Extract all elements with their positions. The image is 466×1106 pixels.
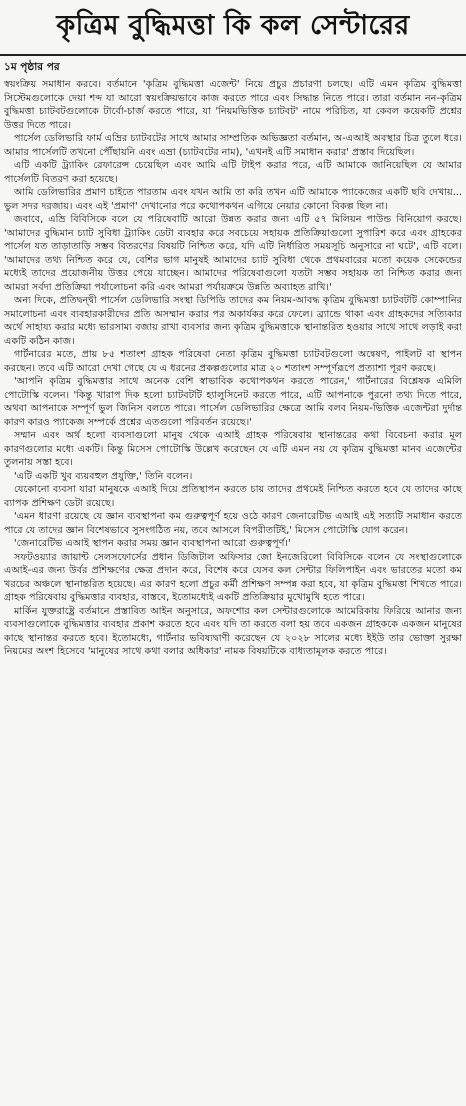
- article-paragraph: 'জেনারেটিভ এআই স্থাপন করার সময় জ্ঞান ব্যবস্থাপনা আরো গুরুত্বপূর্ণ।': [14, 538, 291, 549]
- headline: কৃত্রিম বুদ্ধিমত্তা কি কল সেন্টারের: [0, 0, 466, 56]
- article-paragraph: আমি ডেলিভারির প্রমাণ চাইতে পারতাম এবং যখন আমি তা করি তখন এটি আমাকে প্যাকেজের একটি ছবি দেখায়... ভুল সদর দরজায়। এবং এই 'প্রমাণ' দেখানোর পরে কথোপকথন এগিয়ে নেয়ার কোনো বিকল্প ছিল না।: [4, 187, 462, 212]
- continued-from-label: ১ম পৃষ্ঠার পর: [4, 61, 60, 73]
- article-paragraph: এটি একটি ট্র্যাকিং রেফারেন্স চেয়েছিল এবং আমি এটি টাইপ করার পরে, এটি আমাকে জানিয়েছিল যে আমার পার্সেলটি বিতরণ করা হয়েছে।: [4, 160, 462, 185]
- article-paragraph: 'এমন ধারণা রয়েছে যে জ্ঞান ব্যবস্থাপনা কম গুরুত্বপূর্ণ হয়ে ওঠে কারণ জেনারেটিভ এআই এই সত্যটি সমাধান করতে পারে যে তাদের জ্ঞান বিশেষভাবে সুসংগঠিত নয়, তবে আসলে বিপরীতটিই,' মিসেস পোটোস্কি যোগ করেন।: [4, 511, 462, 536]
- article-paragraph: মার্কিন যুক্তরাষ্ট্রে বর্তমানে প্রস্তাবিত আইন অনুসারে, অফশোর কল সেন্টারগুলোকে আমেরিকায় ফিরিয়ে আনার জন্য ব্যবসাগুলোকে বুদ্ধিমত্তার ব্যবহার প্রকাশ করতে হবে এবং যদি তা করতে বলা হয় তবে একজন গ্রাহককে একজন মানুষের কাছে স্থানান্তর করতে হবে। ইতোমধ্যে, গার্টনার ভবিষ্যদ্বাণী করেছেন যে ২০২৮ সালের মধ্যে ইইউ তার ভোক্তা সুরক্ষা নিয়মের অংশ হিসেবে 'মানুষের সাথে কথা বলার অধিকার' নামক বিষয়টিকে বাধ্যতামূলক করতে পারে।: [4, 605, 462, 657]
- article-paragraph: 'এটি একটি খুব ব্যয়বহুল প্রযুক্তি,' তিনি বলেন।: [14, 470, 193, 482]
- article-paragraph: স্বয়ংক্রিয় সমাধান করবে। বর্তমানে 'কৃত্রিম বুদ্ধিমত্তা এজেন্ট' নিয়ে প্রচুর প্রচারণা চলছে। এটি এমন কৃত্রিম বুদ্ধিমত্তা সিস্টেমগুলোকে দেয়া শব্দ যা আরো স্বয়ংক্রিয়ভাবে কাজ করতে পারে এবং সিদ্ধান্ত নিতে পারে। তারা বর্তমান নন-কৃত্রিম বুদ্ধিমত্তা চ্যাটবটগুলোকে টার্বো-চার্জ করতে পারে, যা 'নিয়মভিত্তিক চ্যাটবট' নামে পরিচিত, যা কেবল কয়েকটি প্রশ্নের উত্তর দিতে পারে।: [4, 79, 462, 131]
- article-paragraph: 'আপনি কৃত্রিম বুদ্ধিমত্তার সাথে অনেক বেশি স্বাভাবিক কথোপকথন করতে পারেন,' গার্টনারের বিশ্লেষক এমিলি পোটোস্কি বলেন। 'কিন্তু খারাপ দিক হলো চ্যাটবটটি হ্যালুসিনেট করতে পারে, এটি আপনাকে পুরনো তথ্য দিতে পারে, অথবা আপনাকে সম্পূর্ণ ভুল জিনিস বলতে পারে। পার্সেল ডেলিভারির ক্ষেত্রে আমি বলব নিয়ম-ভিত্তিক এজেন্টরা দুর্দান্ত কারণ কারও প্যাকেজ সম্পর্কে প্রশ্নের এতগুলো পরিবর্তন রয়েছে।': [4, 376, 462, 428]
- article-paragraph: পার্সেল ডেলিভারি ফার্ম এভ্রির চ্যাটবটের সাথে আমার সাম্প্রতিক অভিজ্ঞতা বর্তমান, অ-এআই অবস্থার চিত্র তুলে ধরে। আমার পার্সেলটি তখনো পৌঁছায়নি এবং এভ্রা (চ্যাটবটের নাম), 'এখনই এটি সমাধান করার' প্রস্তাব দিয়েছিল।: [4, 133, 462, 158]
- article-paragraph: যেকোনো ব্যবসা যারা মানুষকে এআই দিয়ে প্রতিস্থাপন করতে চায় তাদের প্রথমেই নিশ্চিত করতে হবে যে তাদের কাছে ব্যাপক প্রশিক্ষণ ডেটা রয়েছে।: [4, 484, 462, 509]
- article-paragraph: সফটওয়্যার জায়ান্ট সেলসফোর্সের প্রধান ডিজিটাল অফিসার জো ইনজেরিলো বিবিসিকে বলেন যে সংস্থাগুলোকে এআই-এর জন্য উর্বর প্রশিক্ষণের ক্ষেত্র প্রদান করে, বিশেষ করে যেসব কল সেন্টার ফিলিপাইন এবং ভারতের মতো কম খরচের অঞ্চলে স্থানান্তরিত হয়েছে। এর কারণ হলো প্রচুর কর্মী প্রশিক্ষণ সম্পন্ন করা হবে, যা কৃত্রিম বুদ্ধিমত্তা শিখতে পারে। গ্রাহক পরিষেবায় বুদ্ধিমত্তার ব্যবহার, বাস্তবে, ইতোমধ্যেই একটি প্রতিক্রিয়ার মুখোমুখি হতে পারে।: [4, 551, 462, 603]
- article-paragraph: জবাবে, এভ্রি বিবিসিকে বলে যে পরিষেবাটি আরো উন্নত করার জন্য এটি ৫৭ মিলিয়ন পাউন্ড বিনিয়োগ করছে। 'আমাদের বুদ্ধিমান চ্যাট সুবিধা ট্র্যাকিং ডেটা ব্যবহার করে সবচেয়ে সহায়ক প্রতিক্রিয়াগুলো সুপারিশ করে এবং গ্রাহকের পার্সেল যত তাড়াতাড়ি সম্ভব বিতরণের বিষয়টি নিশ্চিত করে, যদি এটি নির্ধারিত সময়সূচি অনুসারে না ঘটে', এটি বলে। 'আমাদের তথ্য নিশ্চিত করে যে, বেশির ভাগ মানুষই আমাদের চ্যাট সুবিধা থেকে প্রথমবারের মতো কয়েক সেকেন্ডের মধ্যেই তাদের প্রয়োজনীয় উত্তর পেয়ে যাচ্ছেন। আমাদের পরিষেবাগুলো যতটা সম্ভব সহায়ক তা নিশ্চিত করার জন্য আমরা সর্বদা প্রতিক্রিয়া পর্যালোচনা করি এবং আমরা পর্যায়ক্রমে উন্নতি অব্যাহত রাখি।': [4, 214, 462, 293]
- article-paragraph: অন্য দিকে, প্রতিদ্বন্দ্বী পার্সেল ডেলিভারি সংস্থা ডিপিডি তাদের কম নিয়ম-আবদ্ধ কৃত্রিম বুদ্ধিমত্তা চ্যাটবটটি কোম্পানির সমালোচনা এবং ব্যবহারকারীদের প্রতি অসম্মান করার পর অকার্যকর করে ফেলে। ব্র্যান্ডে থাকা এবং গ্রাহকদের সত্যিকার অর্থে সাহায্য করার মধ্যে ভারসাম্য বজায় রাখা ব্যবসার জন্য কৃত্রিম বুদ্ধিমত্তাকে স্থানান্তরিত হওয়ার সাথে সাথে লড়াই করা একটি কঠিন কাজ।: [4, 295, 462, 347]
- article-paragraph: গার্টনারের মতে, প্রায় ৮৫ শতাংশ গ্রাহক পরিষেবা নেতা কৃত্রিম বুদ্ধিমত্তা চ্যাটবটগুলো অন্বেষণ, পাইলট বা স্থাপন করছেন। তবে এটি আরো দেখা গেছে যে এ ধরনের প্রকল্পগুলোর মাত্র ২০ শতাংশ সম্পূর্ণরূপে প্রত্যাশা পূরণ করছে।: [4, 349, 462, 374]
- article-paragraph: সম্মান এবং অর্থ হলো ব্যবসাগুলো মানুষ থেকে এআই গ্রাহক পরিষেবায় স্থানান্তরের কথা বিবেচনা করার মূল কারণগুলোর মধ্যে একটি। কিন্তু মিসেস পোটোস্কি উল্লেখ করেছেন যে এটি এমন নয় যে কৃত্রিম বুদ্ধিমত্তা মানব এজেন্টের তুলনায় সস্তা হবে।: [4, 430, 462, 468]
- article-body: [0, 78, 466, 659]
